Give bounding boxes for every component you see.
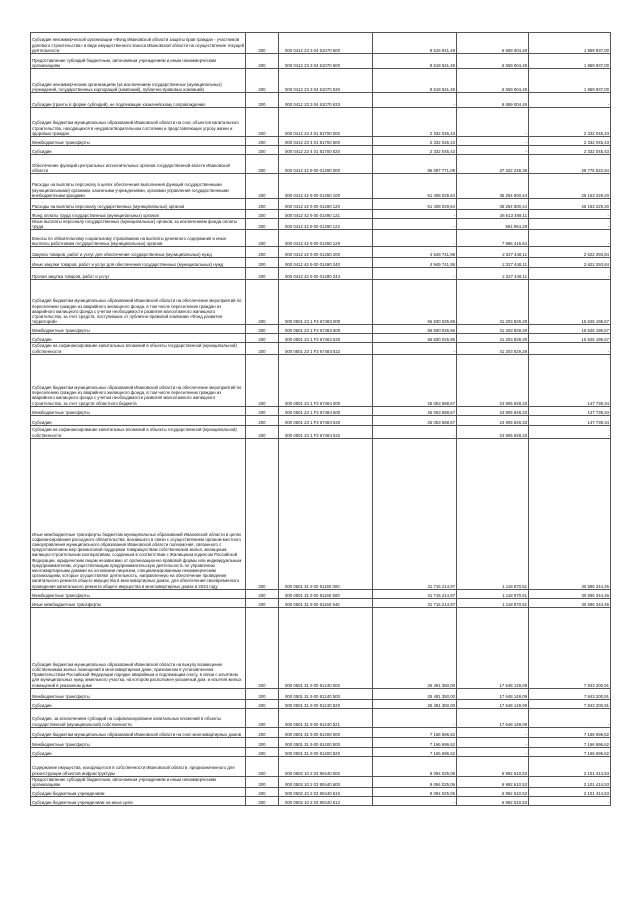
row-code: 200 <box>246 280 279 325</box>
table-row <box>31 343 611 354</box>
table-row <box>31 268 611 280</box>
row-name: Взносы по обязательному социальному страхованию на выплаты денежного содержания и иные выплаты работникам государственных (муниципальных) органов <box>31 230 246 247</box>
row-executed: 37 322 248,35 <box>457 155 529 174</box>
table-row <box>31 258 611 268</box>
table-row <box>31 425 611 438</box>
row-approved: 9 094 025,06 <box>373 788 457 797</box>
row-approved: 4 949 741,95 <box>373 258 457 268</box>
row-executed: 7 966 416,64 <box>457 230 529 247</box>
row-kbk: 000 0501 23 1 F3 67483 500 <box>279 325 373 334</box>
row-unexecuted: - <box>529 219 611 230</box>
row-name: Межбюджетные трансферты <box>31 325 246 334</box>
row-code: 200 <box>246 54 279 69</box>
table-row <box>31 354 611 406</box>
row-executed: 17 648 149,09 <box>457 688 529 699</box>
row-code: 200 <box>246 598 279 607</box>
row-executed: 35 254 800,44 <box>457 174 529 199</box>
row-unexecuted: 2 101 414,53 <box>529 776 611 787</box>
row-kbk: 000 0501 31 9 00 81160 000 <box>279 438 373 589</box>
row-code: 200 <box>246 699 279 708</box>
row-executed: 41 203 829,29 <box>457 325 529 334</box>
row-unexecuted: 2 101 414,53 <box>529 756 611 776</box>
row-code: 200 <box>246 797 279 806</box>
table-row <box>31 797 611 806</box>
row-approved: - <box>373 93 457 108</box>
row-executed: 24 905 849,33 <box>457 415 529 425</box>
row-code: 200 <box>246 747 279 756</box>
row-executed: 6 659 004,49 <box>457 33 529 54</box>
row-kbk: 000 0501 31 9 00 81160 500 <box>279 589 373 598</box>
row-code: 200 <box>246 788 279 797</box>
table-row <box>31 199 611 210</box>
row-kbk: 000 0501 31 9 00 81240 520 <box>279 699 373 708</box>
row-approved: - <box>373 268 457 280</box>
row-code: 200 <box>246 210 279 219</box>
row-unexecuted: 147 739,34 <box>529 406 611 415</box>
row-executed: 41 203 829,29 <box>457 343 529 354</box>
table-row <box>31 146 611 155</box>
row-approved: 4 649 741,95 <box>373 247 457 258</box>
row-executed: 6 659 004,49 <box>457 54 529 69</box>
row-executed: - <box>457 747 529 756</box>
row-kbk: 000 0412 23 4 01 81700 000 <box>279 108 373 137</box>
row-approved: 25 491 350,00 <box>373 699 457 708</box>
row-executed: 1 118 870,51 <box>457 589 529 598</box>
row-executed: - <box>457 146 529 155</box>
row-approved: 8 618 941,49 <box>373 69 457 93</box>
row-executed: 6 992 610,53 <box>457 788 529 797</box>
row-unexecuted: 30 596 344,46 <box>529 438 611 589</box>
row-name: Межбюджетные трансферты <box>31 137 246 146</box>
row-kbk: 000 0412 42 9 00 01450 129 <box>279 230 373 247</box>
row-unexecuted: 7 843 200,91 <box>529 699 611 708</box>
row-code: 200 <box>246 146 279 155</box>
row-approved: 25 053 588,67 <box>373 354 457 406</box>
row-approved: 56 830 025,86 <box>373 334 457 343</box>
row-name: Субсидии <box>31 699 246 708</box>
row-executed: 41 203 829,29 <box>457 334 529 343</box>
row-executed: 26 613 489,11 <box>457 210 529 219</box>
table-row <box>31 699 611 708</box>
table-row <box>31 93 611 108</box>
row-name: Межбюджетные трансферты <box>31 737 246 747</box>
row-unexecuted: 30 596 344,46 <box>529 598 611 607</box>
row-unexecuted: 1 959 937,00 <box>529 54 611 69</box>
row-name: Межбюджетные трансферты <box>31 406 246 415</box>
row-name: Субсидии на софинансирование капитальных вложений в объекты государственной (муниципальной) собственности <box>31 343 246 354</box>
row-code: 200 <box>246 174 279 199</box>
row-code: 200 <box>246 354 279 406</box>
row-kbk: 000 0502 10 2 03 90440 612 <box>279 797 373 806</box>
table-row <box>31 776 611 787</box>
row-approved: - <box>373 708 457 727</box>
table-row <box>31 438 611 589</box>
row-code: 200 <box>246 334 279 343</box>
row-unexecuted: - <box>529 268 611 280</box>
row-name: Субсидии (гранты в форме субсидий), не подлежащие казначейскому сопровождению <box>31 93 246 108</box>
row-executed: 35 254 800,44 <box>457 199 529 210</box>
row-code: 200 <box>246 69 279 93</box>
row-code: 200 <box>246 727 279 737</box>
row-approved: 25 491 350,00 <box>373 607 457 688</box>
row-approved: 7 166 696,62 <box>373 727 457 737</box>
row-code: 200 <box>246 199 279 210</box>
table-row <box>31 210 611 219</box>
row-approved: 56 830 025,86 <box>373 325 457 334</box>
table-row <box>31 589 611 598</box>
row-kbk: 000 0412 23 3 04 61070 600 <box>279 33 373 54</box>
row-approved: 31 715 214,97 <box>373 438 457 589</box>
row-kbk: 000 0412 23 3 04 61070 630 <box>279 69 373 93</box>
row-name: Межбюджетные трансферты <box>31 688 246 699</box>
row-approved: 2 332 045,43 <box>373 137 457 146</box>
row-approved: 7 166 696,62 <box>373 737 457 747</box>
row-unexecuted: 147 739,34 <box>529 415 611 425</box>
row-kbk: 000 0501 31 9 00 81160 540 <box>279 598 373 607</box>
row-kbk: 000 0502 10 2 03 90440 610 <box>279 788 373 797</box>
row-executed: 24 905 849,33 <box>457 406 529 415</box>
table-row <box>31 155 611 174</box>
table-row <box>31 415 611 425</box>
row-kbk: 000 0412 23 3 04 61070 633 <box>279 93 373 108</box>
row-kbk: 000 0501 31 9 00 81400 520 <box>279 747 373 756</box>
row-name: Иные выплаты персоналу государственных (муниципальных) органов, за исключением фонда оплаты труда <box>31 219 246 230</box>
table-row <box>31 54 611 69</box>
row-unexecuted: 147 739,34 <box>529 354 611 406</box>
row-executed: 17 648 149,09 <box>457 607 529 688</box>
row-executed: 2 327 448,11 <box>457 268 529 280</box>
row-kbk: 000 0501 31 9 00 81240 500 <box>279 688 373 699</box>
row-unexecuted: - <box>529 210 611 219</box>
row-kbk: 000 0412 42 9 00 01490 120 <box>279 199 373 210</box>
table-row <box>31 708 611 727</box>
table-row <box>31 219 611 230</box>
row-name: Предоставление субсидий бюджетным, автономным учреждениям и иным некоммерческим организациям <box>31 54 246 69</box>
row-unexecuted: 2 622 293,84 <box>529 247 611 258</box>
row-name: Субсидии <box>31 146 246 155</box>
row-code: 200 <box>246 756 279 776</box>
row-approved: 61 408 029,64 <box>373 199 457 210</box>
row-executed: 1 118 870,51 <box>457 438 529 589</box>
row-name: Обеспечение функций центральных исполнительных органов государственной власти Ивановской области <box>31 155 246 174</box>
row-approved: 8 616 941,49 <box>373 33 457 54</box>
row-unexecuted: - <box>529 343 611 354</box>
row-executed: 2 327 448,11 <box>457 258 529 268</box>
row-code: 200 <box>246 93 279 108</box>
row-approved: 25 053 588,67 <box>373 406 457 415</box>
row-code: 200 <box>246 219 279 230</box>
row-kbk: 000 0412 42 9 00 01490 240 <box>279 258 373 268</box>
row-name: Субсидия бюджетам муниципальных образований Ивановской области на снос многоквартирных домов <box>31 727 246 737</box>
table-row <box>31 33 611 54</box>
row-unexecuted: - <box>529 797 611 806</box>
row-executed: - <box>457 727 529 737</box>
row-code: 200 <box>246 708 279 727</box>
row-unexecuted: 1 959 937,00 <box>529 69 611 93</box>
row-name: Содержание имущества, находящегося в собственности Ивановской области, предназначенного для реконструкции объектов инфраструктуры <box>31 756 246 776</box>
row-code: 200 <box>246 607 279 688</box>
row-kbk: 000 0412 23 3 04 61070 600 <box>279 54 373 69</box>
row-kbk: 000 0501 23 1 F3 67484 522 <box>279 425 373 438</box>
row-unexecuted: 15 626 196,57 <box>529 334 611 343</box>
row-code: 200 <box>246 589 279 598</box>
row-approved: 56 830 025,86 <box>373 280 457 325</box>
row-kbk: 000 0501 23 1 F3 67483 520 <box>279 334 373 343</box>
row-name: Предоставление субсидий бюджетным, автономным учреждениям и иным некоммерческим организациям <box>31 776 246 787</box>
table-row <box>31 747 611 756</box>
row-kbk: 000 0501 23 1 F3 67484 000 <box>279 354 373 406</box>
row-approved: - <box>373 425 457 438</box>
row-approved: 9 094 025,06 <box>373 776 457 787</box>
row-kbk: 000 0501 31 9 00 81240 000 <box>279 607 373 688</box>
row-approved: 31 715 214,97 <box>373 598 457 607</box>
row-name: Субсидия бюджетам муниципальных образований Ивановской области на выкупу возмещение собственникам жилых помещений в многоквартирном доме, признанном в установленном Правительством Российской Федерации порядке аварийным и подлежащим сносу, в связи с изъятием для муниципальных нужд земельного участка, на котором расположен указанный дом, и изъятия жилых помещений в указанном доме <box>31 607 246 688</box>
row-executed: 24 905 849,33 <box>457 425 529 438</box>
row-unexecuted: - <box>529 708 611 727</box>
row-unexecuted: 2 332 045,43 <box>529 146 611 155</box>
row-executed: 6 992 610,53 <box>457 797 529 806</box>
row-unexecuted: 2 332 045,43 <box>529 137 611 146</box>
row-approved: 7 166 696,62 <box>373 747 457 756</box>
table-row <box>31 737 611 747</box>
row-code: 200 <box>246 137 279 146</box>
row-name: Субсидия бюджетам муниципальных образований Ивановской области на обеспечение мероприятий по переселению граждан из аварийного жилищного фонда, в том числе переселению граждан из аварийного жилищного фонда с учетом необходимости развития малоэтажного жилищного строительства, за счет средств областного бюджета <box>31 354 246 406</box>
table-row <box>31 174 611 199</box>
row-approved: 25 053 588,67 <box>373 415 457 425</box>
row-executed: 1 118 870,51 <box>457 598 529 607</box>
table-row <box>31 727 611 737</box>
row-code: 200 <box>246 415 279 425</box>
row-name: Субсидии некоммерческим организациям (за исключением государственных (муниципальных) учреждений, государственных корпораций (компаний), публично-правовых компаний) <box>31 69 246 93</box>
row-name: Межбюджетные трансферты <box>31 589 246 598</box>
row-approved: 61 408 029,64 <box>373 174 457 199</box>
row-executed: 41 203 829,29 <box>457 280 529 325</box>
row-unexecuted: 2 332 045,43 <box>529 108 611 137</box>
row-executed: 6 992 610,53 <box>457 756 529 776</box>
row-name: Субсидии, за исключением субсидий на софинансирование капитальных вложений в объекты государственной (муниципальной) собственности <box>31 708 246 727</box>
row-code: 200 <box>246 776 279 787</box>
row-unexecuted: - <box>529 93 611 108</box>
row-executed: 6 659 004,49 <box>457 69 529 93</box>
row-name: Субсидии бюджетным учреждениям на иные цели <box>31 797 246 806</box>
row-name: Субсидии <box>31 334 246 343</box>
row-unexecuted: 7 166 696,62 <box>529 747 611 756</box>
row-code: 200 <box>246 737 279 747</box>
row-unexecuted: - <box>529 230 611 247</box>
table-row <box>31 69 611 93</box>
row-unexecuted: 15 626 196,57 <box>529 325 611 334</box>
row-approved: - <box>373 230 457 247</box>
row-unexecuted: 7 166 696,62 <box>529 737 611 747</box>
row-code: 200 <box>246 325 279 334</box>
row-executed: 664 964,29 <box>457 219 529 230</box>
row-executed: 17 648 149,09 <box>457 708 529 727</box>
row-executed: - <box>457 737 529 747</box>
row-executed: 2 327 448,11 <box>457 247 529 258</box>
row-name: Субсидия бюджетам муниципальных образований Ивановской области на снос объектов капитального строительства, находящихся в неудовлетворительном состоянии и представляющих угрозу жизни и здоровью граждан <box>31 108 246 137</box>
row-executed: 17 648 149,09 <box>457 699 529 708</box>
row-executed: 6 992 610,53 <box>457 776 529 787</box>
row-code: 200 <box>246 425 279 438</box>
row-name: Субсидия некоммерческой организации «Фонд Ивановской области защиты прав граждан - участников долевого строительства» в виде имущественного взноса Ивановской области на осуществление текущей деятельности <box>31 33 246 54</box>
row-approved: 31 715 214,97 <box>373 589 457 598</box>
row-executed: - <box>457 108 529 137</box>
row-kbk: 000 0501 31 9 00 81400 000 <box>279 727 373 737</box>
row-name: Фонд оплаты труда государственных (муниципальных) органов <box>31 210 246 219</box>
table-row <box>31 280 611 325</box>
row-code: 200 <box>246 155 279 174</box>
row-approved: - <box>373 343 457 354</box>
table-row <box>31 247 611 258</box>
table-row <box>31 756 611 776</box>
row-unexecuted: - <box>529 425 611 438</box>
row-unexecuted: 29 775 522,94 <box>529 155 611 174</box>
table-row <box>31 788 611 797</box>
row-code: 200 <box>246 258 279 268</box>
row-unexecuted: 30 596 344,46 <box>529 589 611 598</box>
table-row <box>31 137 611 146</box>
row-executed: 6 659 004,49 <box>457 93 529 108</box>
row-unexecuted: 7 843 200,91 <box>529 688 611 699</box>
row-code: 200 <box>246 406 279 415</box>
row-kbk: 000 0501 31 9 00 81400 500 <box>279 737 373 747</box>
row-name: Иные межбюджетные трансферты бюджетам муниципальных образований Ивановской области в целях софинансирования расходного обязательства, возникшего в связи с осуществлением органом местного самоуправления муниципального образования Ивановской области полномочия, связанного с предоставлением мер финансовой поддержки товариществам собственников жилья, жилищным, жилищно-строительным кооперативам, созданным в соответствии с Жилищным кодексом Российской Федерации, юридическим лицам независимо от организационно-правовой формы или индивидуальным предпринимателям, осуществляющим предпринимательскую деятельность по управлению многоквартирными домами на основании лицензии, специализированным некоммерческим организациям, которые осуществляют деятельность, направленную на обеспечение проведения капитального ремонта общего имущества в многоквартирных домах, для обеспечения своевременного проведения капитального ремонта общего имущества в многоквартирных домах в 2024 году <box>31 438 246 589</box>
row-kbk: 000 0501 23 1 F3 67484 520 <box>279 415 373 425</box>
row-name: Иные закупки товаров, работ и услуг для обеспечения государственных (муниципальных) нужд <box>31 258 246 268</box>
row-code: 200 <box>246 33 279 54</box>
row-name: Расходы на выплаты персоналу государственных (муниципальных) органов <box>31 199 246 210</box>
row-code: 200 <box>246 688 279 699</box>
row-kbk: 000 0412 42 9 00 01450 200 <box>279 247 373 258</box>
table-row <box>31 406 611 415</box>
row-code: 200 <box>246 438 279 589</box>
row-kbk: 000 0502 10 2 03 90440 000 <box>279 756 373 776</box>
row-executed: - <box>457 137 529 146</box>
row-approved: - <box>373 219 457 230</box>
row-name: Иные межбюджетные трансферты <box>31 598 246 607</box>
row-code: 200 <box>246 247 279 258</box>
row-unexecuted: 15 626 196,57 <box>529 280 611 325</box>
row-name: Субсидии бюджетным учреждениям <box>31 788 246 797</box>
table-row <box>31 607 611 688</box>
row-approved: 25 491 350,00 <box>373 688 457 699</box>
table-row <box>31 688 611 699</box>
table-row <box>31 334 611 343</box>
row-kbk: 000 0412 42 9 00 01490 122 <box>279 219 373 230</box>
row-unexecuted: 26 153 229,20 <box>529 174 611 199</box>
row-kbk: 000 0412 23 4 01 81700 520 <box>279 146 373 155</box>
table-row <box>31 108 611 137</box>
row-unexecuted: 2 101 414,53 <box>529 788 611 797</box>
row-approved: 8 618 941,49 <box>373 54 457 69</box>
row-unexecuted: 7 843 200,91 <box>529 607 611 688</box>
row-name: Расходы на выплаты персоналу в целях обеспечения выполнения функций государственными (муниципальными) органами, казенными учреждениями, органами управления государственными внебюджетными фондами <box>31 174 246 199</box>
row-kbk: 000 0502 10 2 03 90440 600 <box>279 776 373 787</box>
row-unexecuted: 7 166 696,62 <box>529 727 611 737</box>
row-kbk: 000 0412 42 9 00 01490 244 <box>279 268 373 280</box>
row-approved: 86 097 771,09 <box>373 155 457 174</box>
row-name: Субсидии <box>31 415 246 425</box>
row-name: Субсидия бюджетам муниципальных образований Ивановской области на обеспечение мероприятий по переселению граждан из аварийного жилищного фонда, в том числе переселению граждан из аварийного жилищного фонда с учетом необходимости развития малоэтажного жилищного строительства, за счет средств, поступивших от публично-правовой компании «Фонд развития территорий» <box>31 280 246 325</box>
table-row <box>31 598 611 607</box>
table-row <box>31 230 611 247</box>
table-row <box>31 325 611 334</box>
row-name: Субсидии <box>31 747 246 756</box>
row-code: 200 <box>246 268 279 280</box>
row-approved: - <box>373 797 457 806</box>
row-approved: 9 094 025,06 <box>373 756 457 776</box>
row-code: 200 <box>246 108 279 137</box>
row-code: 200 <box>246 230 279 247</box>
row-kbk: 000 0412 42 9 00 01490 121 <box>279 210 373 219</box>
row-unexecuted: 2 622 293,84 <box>529 258 611 268</box>
row-kbk: 000 0412 42 9 00 01450 100 <box>279 174 373 199</box>
row-executed: 24 905 849,33 <box>457 354 529 406</box>
row-kbk: 000 0501 23 1 F3 67483 522 <box>279 343 373 354</box>
row-kbk: 000 0412 23 4 01 81700 500 <box>279 137 373 146</box>
row-approved: - <box>373 210 457 219</box>
budget-execution-table <box>30 32 611 806</box>
row-name: Субсидии на софинансирование капитальных вложений в объекты государственной (муниципальной) собственности <box>31 425 246 438</box>
row-code: 200 <box>246 343 279 354</box>
row-approved: 2 332 045,43 <box>373 108 457 137</box>
row-approved: 2 332 045,43 <box>373 146 457 155</box>
row-kbk: 000 0501 23 1 F3 67483 000 <box>279 280 373 325</box>
row-kbk: 000 0412 42 9 00 01490 000 <box>279 155 373 174</box>
row-unexecuted: 26 153 229,20 <box>529 199 611 210</box>
row-kbk: 000 0501 31 9 00 81240 521 <box>279 708 373 727</box>
row-name: Закупка товаров, работ и услуг для обеспечения государственных (муниципальных) нужд <box>31 247 246 258</box>
row-unexecuted: 1 959 937,00 <box>529 33 611 54</box>
row-kbk: 000 0501 23 1 F3 67484 500 <box>279 406 373 415</box>
row-name: Прочая закупка товаров, работ и услуг <box>31 268 246 280</box>
